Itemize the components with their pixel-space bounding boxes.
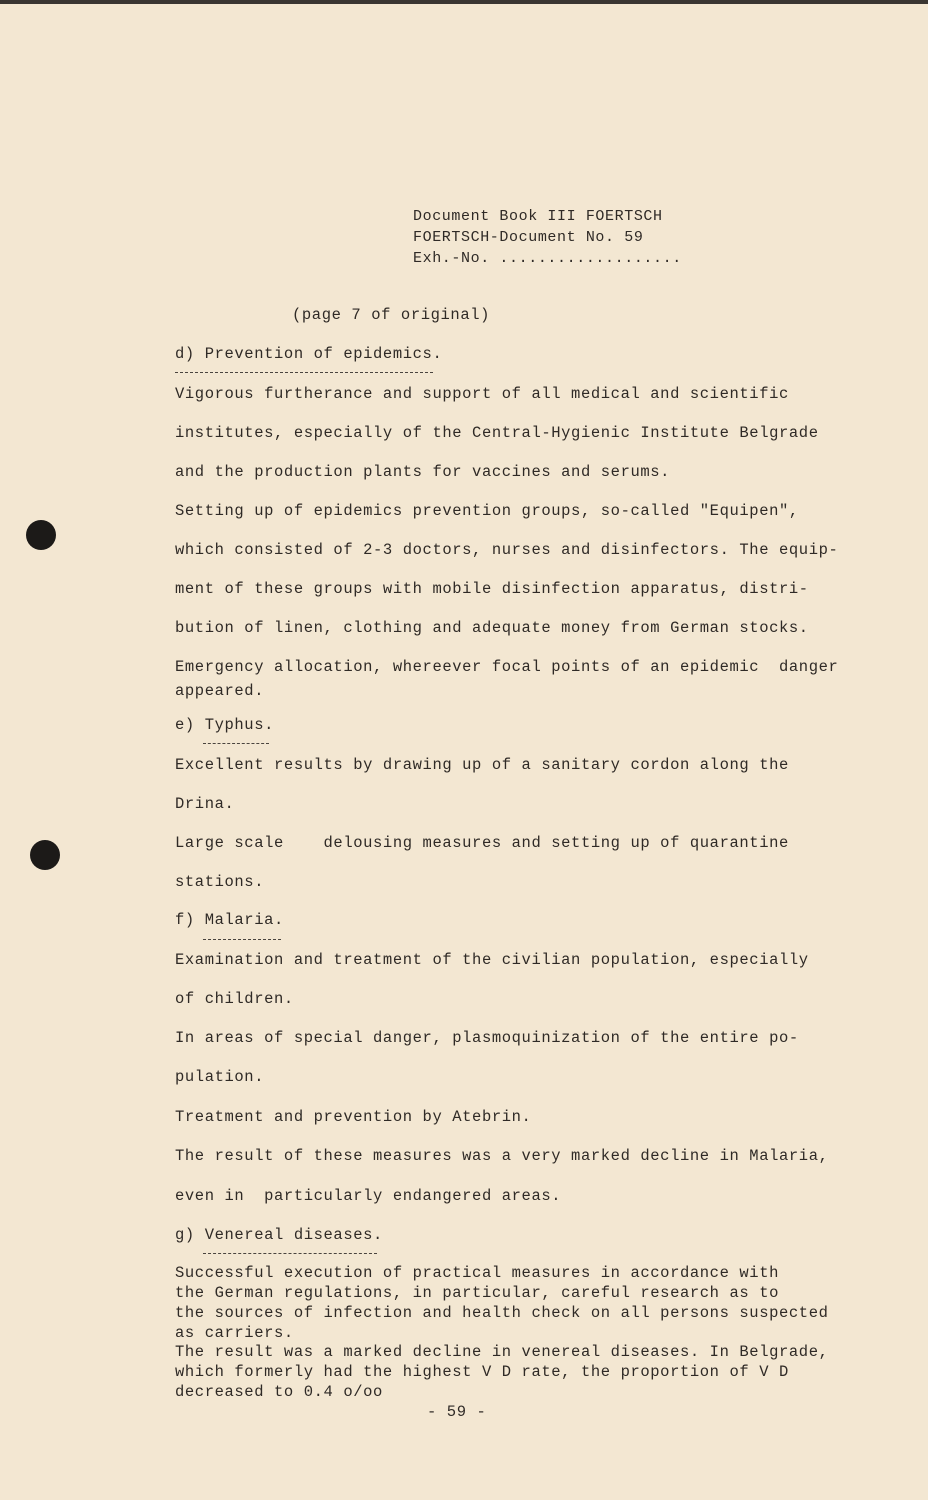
section-f-line: of children. [175,990,294,1008]
punch-hole [26,520,56,550]
section-f-line: In areas of special danger, plasmoquinization of the entire po- [175,1029,799,1047]
section-g-line: Successful execution of practical measures in accordance with [175,1264,779,1282]
page-reference: (page 7 of original) [292,306,491,324]
page-number: - 59 - [427,1403,487,1421]
section-f-line: Treatment and prevention by Atebrin. [175,1108,532,1126]
section-d-line: bution of linen, clothing and adequate money from German stocks. [175,619,809,637]
section-d-heading: d) Prevention of epidemics. [175,345,443,363]
section-f-line: Examination and treatment of the civilian population, especially [175,951,809,969]
section-g-heading: g) Venereal diseases. [175,1226,383,1244]
section-d-line: Emergency allocation, whereever focal points of an epidemic danger [175,658,839,676]
header-exhibit-number: Exh.-No. ................... [413,250,682,267]
header-document-number: FOERTSCH-Document No. 59 [413,229,644,246]
section-e-line: Large scale delousing measures and setting up of quarantine [175,834,789,852]
section-e-underline [203,743,269,744]
section-f-line: pulation. [175,1068,265,1086]
section-g-line: The result was a marked decline in venereal diseases. In Belgrade, [175,1343,829,1361]
punch-hole [30,840,60,870]
top-edge-bar [0,0,928,4]
section-f-line: The result of these measures was a very marked decline in Malaria, [175,1147,829,1165]
section-g-line: as carriers. [175,1324,294,1342]
section-g-line: the German regulations, in particular, careful research as to [175,1284,779,1302]
section-e-line: Excellent results by drawing up of a sanitary cordon along the [175,756,789,774]
section-d-line: institutes, especially of the Central-Hygienic Institute Belgrade [175,424,819,442]
section-e-heading: e) Typhus. [175,716,275,734]
section-d-underline [175,372,433,373]
section-d-line: Setting up of epidemics prevention groups, so-called "Equipen", [175,502,799,520]
section-g-line: the sources of infection and health check on all persons suspected [175,1304,829,1322]
section-g-underline [203,1253,377,1254]
section-e-line: Drina. [175,795,235,813]
section-g-line: decreased to 0.4 o/oo [175,1383,383,1401]
section-d-line: Vigorous furtherance and support of all medical and scientific [175,385,789,403]
section-f-line: even in particularly endangered areas. [175,1187,562,1205]
section-g-line: which formerly had the highest V D rate, the proportion of V D [175,1363,789,1381]
section-d-line: ment of these groups with mobile disinfection apparatus, distri- [175,580,809,598]
section-d-line: appeared. [175,682,265,700]
section-f-underline [203,939,281,940]
section-e-line: stations. [175,873,265,891]
section-d-line: which consisted of 2-3 doctors, nurses and disinfectors. The equip- [175,541,839,559]
section-d-line: and the production plants for vaccines and serums. [175,463,671,481]
header-document-book: Document Book III FOERTSCH [413,208,663,225]
section-f-heading: f) Malaria. [175,911,284,929]
